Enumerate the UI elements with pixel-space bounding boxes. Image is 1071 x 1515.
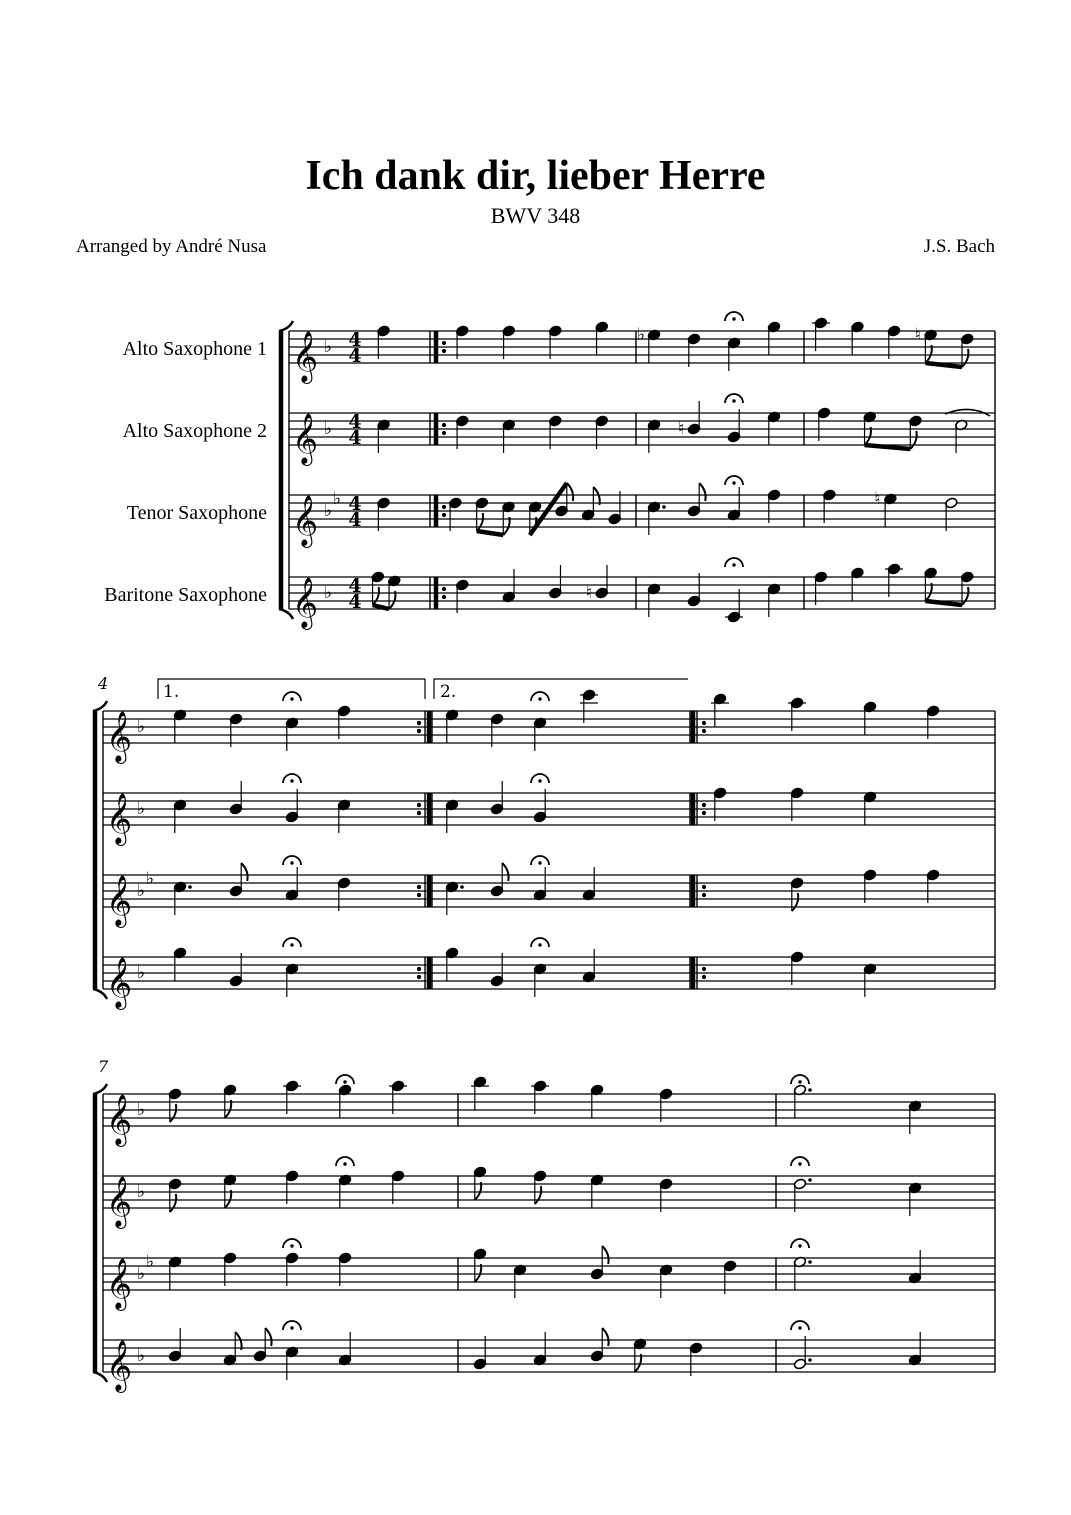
note-flag [235, 1332, 241, 1350]
repeat-dot [702, 967, 706, 971]
repeat-dot [702, 803, 706, 807]
fermata-dot [538, 697, 541, 700]
note-flag [535, 1186, 541, 1204]
accidental-natural: ♮ [874, 489, 881, 509]
key-signature-flat: ♭ [136, 1100, 146, 1120]
treble-clef-icon: 𝄞 [291, 331, 319, 382]
instrument-name-alto-sax-2: Alto Saxophone 2 [122, 420, 267, 442]
treble-clef-icon: 𝄞 [105, 957, 133, 1008]
repeat-dot [442, 349, 446, 353]
note-flag [502, 863, 508, 881]
fermata-dot [732, 399, 735, 402]
note-flag [170, 1104, 176, 1122]
time-signature-denominator: 4 [348, 345, 362, 367]
repeat-dot [417, 729, 421, 733]
volta-label-2: 2. [440, 682, 457, 702]
treble-clef-icon: 𝄞 [105, 1340, 133, 1391]
note-flag [635, 1354, 641, 1372]
treble-clef-icon: 𝄞 [291, 495, 319, 546]
treble-clef-icon: 𝄞 [105, 875, 133, 926]
accidental-natural: ♮ [914, 325, 921, 345]
note-flag [925, 583, 931, 601]
fermata-dot [538, 943, 541, 946]
fermata-dot [798, 1326, 801, 1329]
instrument-name-alto-sax-1: Alto Saxophone 1 [122, 338, 267, 360]
note-flag [699, 483, 705, 501]
fermata-dot [290, 1244, 293, 1247]
key-signature-flat: ♭ [136, 963, 146, 983]
key-signature-flat: ♭ [332, 489, 342, 509]
key-signature-flat: ♭ [136, 717, 146, 737]
key-signature-flat: ♭ [136, 1182, 146, 1202]
staff-line-group [103, 1094, 995, 1126]
treble-clef-icon: 𝄞 [291, 577, 319, 628]
fermata-dot [798, 1244, 801, 1247]
accidental-natural: ♮ [585, 583, 592, 603]
augmentation-dot [808, 1178, 812, 1182]
time-signature-denominator: 4 [348, 427, 362, 449]
note-flag [962, 587, 968, 605]
time-signature-numerator: 4 [348, 493, 362, 515]
note-flag [567, 483, 573, 501]
time-signature-denominator: 4 [348, 509, 362, 531]
treble-clef-icon: 𝄞 [105, 793, 133, 844]
fermata-dot [290, 779, 293, 782]
repeat-dot [442, 595, 446, 599]
note-flag [593, 487, 599, 505]
arranger-credit: Arranged by André Nusa [76, 236, 267, 257]
augmentation-dot [808, 1358, 812, 1362]
repeat-dot [417, 721, 421, 725]
key-signature-flat: ♭ [136, 1264, 146, 1284]
system-bracket-hook [93, 1372, 107, 1382]
note-flag [602, 1328, 608, 1346]
note-flag [225, 1190, 231, 1208]
note-flag [475, 1264, 481, 1282]
note-flag [910, 431, 916, 449]
fermata-dot [343, 1162, 346, 1165]
repeat-dot [417, 811, 421, 815]
time-signature-numerator: 4 [348, 329, 362, 351]
note-flag [265, 1328, 271, 1346]
treble-clef-icon: 𝄞 [105, 1094, 133, 1145]
augmentation-dot [460, 885, 464, 889]
note-flag [865, 427, 871, 445]
system-bracket-hook [93, 701, 107, 711]
system-bracket-hook [279, 609, 293, 619]
accidental-flat: ♭ [636, 325, 646, 345]
augmentation-dot [662, 505, 666, 509]
fermata-dot [798, 1162, 801, 1165]
fermata-dot [290, 697, 293, 700]
staff-line-group [103, 1340, 995, 1372]
repeat-dot [702, 811, 706, 815]
fermata-dot [538, 779, 541, 782]
note-flag [373, 587, 379, 605]
key-signature-flat: ♭ [323, 419, 333, 439]
composer-credit: J.S. Bach [923, 236, 995, 257]
repeat-dot [442, 341, 446, 345]
repeat-dot [442, 513, 446, 517]
repeat-dot [442, 587, 446, 591]
key-signature-flat: ♭ [323, 337, 333, 357]
system-bracket-hook [279, 321, 293, 331]
repeat-dot [417, 885, 421, 889]
key-signature-flat: ♭ [136, 799, 146, 819]
fermata-dot [732, 317, 735, 320]
note-flag [225, 1100, 231, 1118]
repeat-dot [702, 885, 706, 889]
repeat-dot [417, 967, 421, 971]
key-signature-flat: ♭ [323, 501, 333, 521]
note-flag [925, 345, 931, 363]
time-signature-denominator: 4 [348, 591, 362, 613]
repeat-dot [417, 803, 421, 807]
treble-clef-icon: 𝄞 [105, 1258, 133, 1309]
measure-number-4: 4 [98, 674, 109, 693]
key-signature-flat: ♭ [323, 583, 333, 603]
key-signature-flat: ♭ [145, 1252, 155, 1272]
score-systems [93, 312, 995, 1393]
instrument-name-baritone-sax: Baritone Saxophone [104, 584, 267, 606]
repeat-dot [702, 729, 706, 733]
repeat-dot [417, 975, 421, 979]
note-flag [503, 517, 509, 535]
fermata-dot [798, 1080, 801, 1083]
key-signature-flat: ♭ [136, 881, 146, 901]
note-flag [170, 1194, 176, 1212]
fermata-dot [290, 943, 293, 946]
treble-clef-icon: 𝄞 [105, 1176, 133, 1227]
score-subtitle: BWV 348 [490, 203, 581, 228]
fermata-dot [290, 1326, 293, 1329]
repeat-dot [442, 505, 446, 509]
instrument-name-tenor-sax: Tenor Saxophone [126, 502, 267, 524]
staff-line-group [103, 1258, 995, 1290]
note-beam [477, 531, 504, 535]
note-flag [962, 349, 968, 367]
augmentation-dot [808, 1088, 812, 1092]
fermata-dot [290, 861, 293, 864]
volta-bracket [158, 679, 425, 699]
volta-label-1: 1. [163, 682, 180, 702]
repeat-dot [442, 423, 446, 427]
augmentation-dot [188, 885, 192, 889]
fermata-dot [538, 861, 541, 864]
repeat-dot [417, 893, 421, 897]
note-flag [477, 513, 483, 531]
system-bracket-hook [93, 1084, 107, 1094]
augmentation-dot [808, 1260, 812, 1264]
volta-bracket [434, 679, 688, 699]
repeat-dot [702, 975, 706, 979]
system-bracket-hook [93, 989, 107, 999]
fermata-dot [732, 481, 735, 484]
staff-line-group [289, 413, 995, 445]
treble-clef-icon: 𝄞 [291, 413, 319, 464]
score-title: Ich dank dir, lieber Herre [305, 153, 766, 199]
treble-clef-icon: 𝄞 [105, 711, 133, 762]
fermata-dot [343, 1080, 346, 1083]
note-flag [389, 591, 395, 609]
note-flag [241, 863, 247, 881]
time-signature-numerator: 4 [348, 575, 362, 597]
fermata-dot [732, 563, 735, 566]
repeat-dot [442, 431, 446, 435]
accidental-natural: ♮ [677, 419, 685, 439]
repeat-dot [702, 893, 706, 897]
note-flag [602, 1246, 608, 1264]
measure-number-7: 7 [98, 1057, 109, 1076]
repeat-dot [702, 721, 706, 725]
note-flag [792, 893, 798, 911]
note-flag [475, 1182, 481, 1200]
time-signature-numerator: 4 [348, 411, 362, 433]
key-signature-flat: ♭ [145, 869, 155, 889]
staff-line-group [103, 1176, 995, 1208]
key-signature-flat: ♭ [136, 1346, 146, 1366]
